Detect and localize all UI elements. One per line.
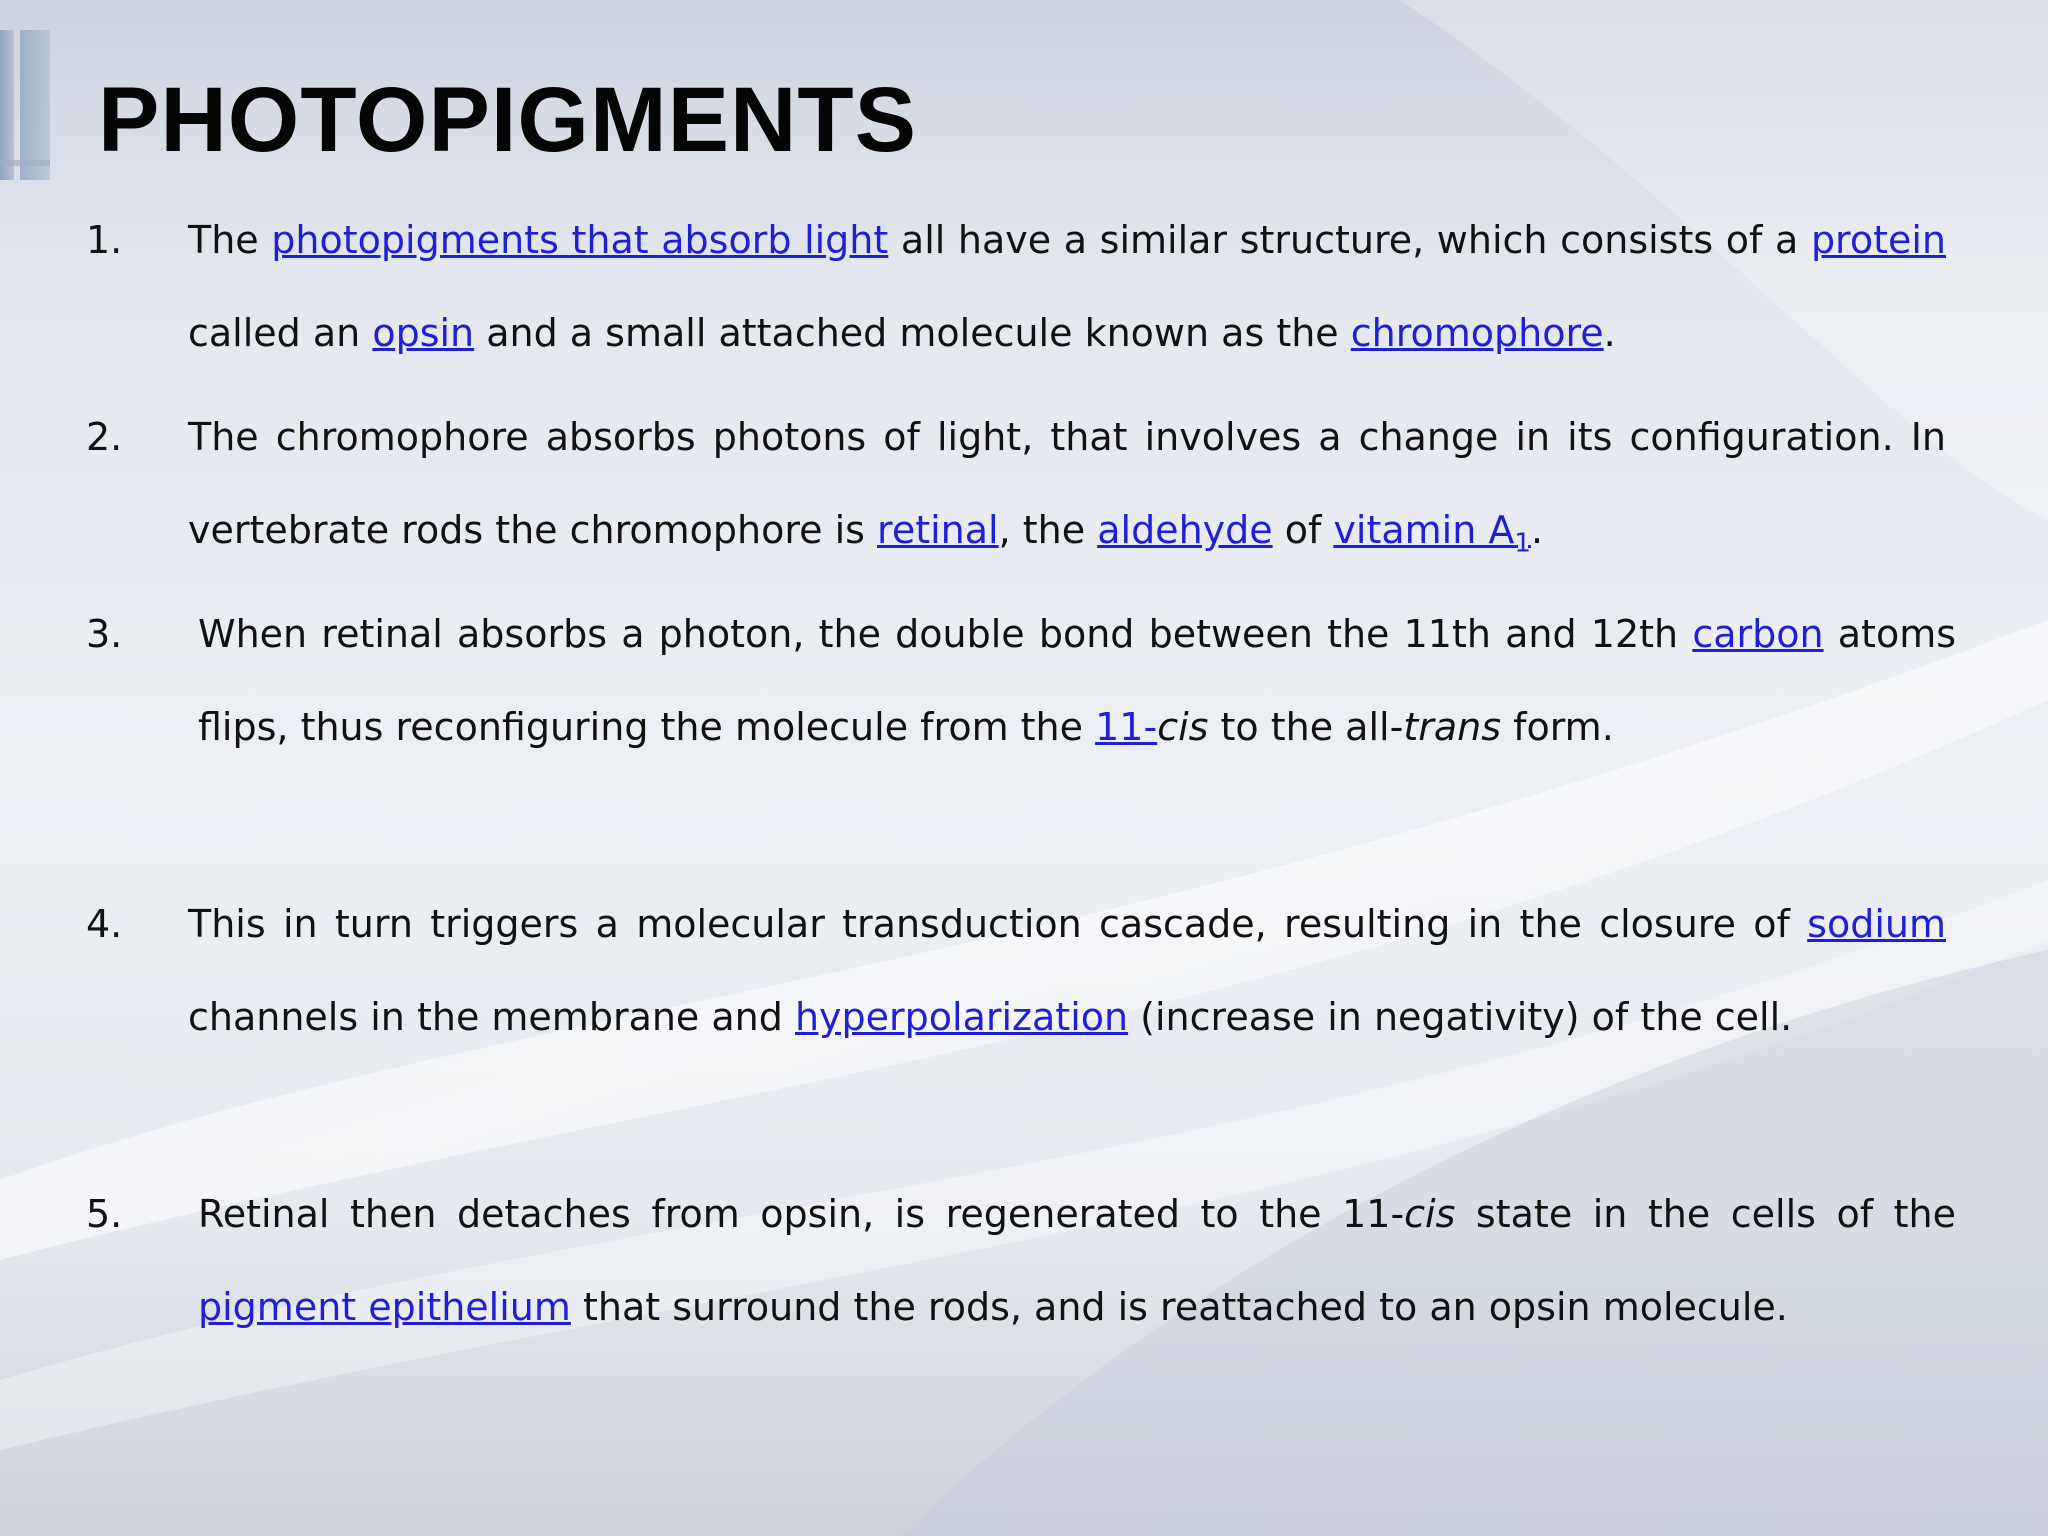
- hyperlink[interactable]: chromophore: [1350, 311, 1604, 355]
- text-run: state in the cells of the: [1455, 1192, 1956, 1236]
- item-text: [188, 194, 1946, 380]
- text-run: form.: [1501, 705, 1614, 749]
- hyperlink[interactable]: carbon: [1692, 612, 1824, 656]
- item-number: 2.: [86, 415, 123, 459]
- item-text: [188, 588, 1956, 774]
- text-run: , the: [998, 508, 1098, 552]
- subscript: 1: [1514, 528, 1531, 559]
- text-run: called an: [188, 311, 373, 355]
- hyperlink[interactable]: aldehyde: [1097, 508, 1273, 552]
- text-run: all have a similar structure, which consists of a: [888, 218, 1811, 262]
- text-run: channels in the membrane and: [188, 995, 795, 1039]
- text-run: to the all-: [1208, 705, 1404, 749]
- slide-title: PHOTOPIGMENTS: [98, 69, 917, 171]
- hyperlink[interactable]: hyperpolarization: [794, 995, 1129, 1039]
- text-run: (increase in negativity) of the cell.: [1128, 995, 1793, 1039]
- hyperlink[interactable]: sodium: [1807, 902, 1946, 946]
- hyperlink[interactable]: photopigments that absorb light: [271, 218, 889, 262]
- italic-text: cis: [1404, 1192, 1456, 1236]
- item-text: [188, 878, 1946, 1064]
- text-run: of: [1272, 508, 1334, 552]
- text-run: Retinal then detaches from opsin, is regenerated to the 11-: [198, 1192, 1405, 1236]
- text-run: When retinal absorbs a photon, the double bond between the 11th and 12th: [198, 612, 1693, 656]
- italic-text: cis: [1157, 705, 1209, 749]
- text-run: that surround the rods, and is reattached to an opsin molecule.: [570, 1285, 1788, 1329]
- hyperlink[interactable]: pigment epithelium: [198, 1285, 571, 1329]
- item-number: 3.: [86, 612, 123, 656]
- item-number: 1.: [86, 218, 123, 262]
- text-run: atoms flips, thus reconfiguring the molecule from the: [198, 612, 1957, 749]
- text-run: .: [1603, 311, 1616, 355]
- hyperlink[interactable]: vitamin A: [1333, 508, 1515, 552]
- hyperlink[interactable]: [1514, 508, 1531, 559]
- hyperlink[interactable]: protein: [1810, 218, 1947, 262]
- item-text: [188, 391, 1946, 591]
- hyperlink[interactable]: retinal: [877, 508, 999, 552]
- italic-text: trans: [1403, 705, 1502, 749]
- item-number: 4.: [86, 902, 123, 946]
- item-number: 5.: [86, 1192, 123, 1236]
- hyperlink[interactable]: 11-: [1095, 705, 1158, 749]
- text-run: This in turn triggers a molecular transduction cascade, resulting in the closure of: [188, 902, 1808, 946]
- text-run: .: [1530, 508, 1544, 552]
- hyperlink[interactable]: opsin: [372, 311, 475, 355]
- item-text: [188, 1168, 1956, 1354]
- text-run: The: [188, 218, 272, 262]
- text-run: The chromophore absorbs photons of light, that involves a change in its configuration. In vertebrate rods the chromophore is: [188, 415, 1946, 552]
- text-run: and a small attached molecule known as the: [474, 311, 1351, 355]
